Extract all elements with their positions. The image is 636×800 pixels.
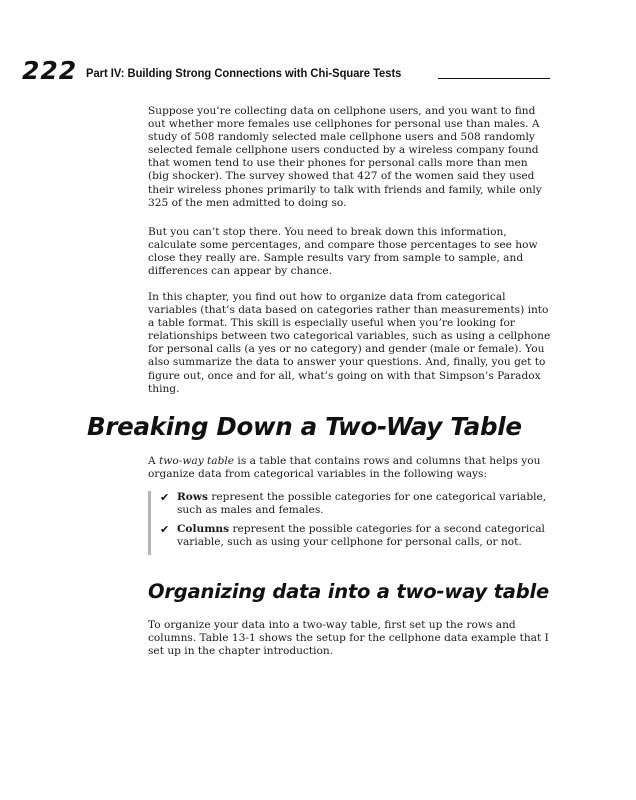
definition-term: two-way table <box>159 455 235 467</box>
bullet-text: represent the possible categories for one categorical variable, such as males and females. <box>177 491 547 517</box>
running-head-rule <box>438 78 550 79</box>
list-item <box>151 491 555 517</box>
intro-text-2 <box>148 226 552 278</box>
checkmark-icon: ✔ <box>160 491 170 504</box>
organizing-text <box>148 619 552 658</box>
subsection-heading-organizing-data: Organizing data into a two-way table <box>148 580 549 603</box>
list-item <box>151 523 555 549</box>
bullet-list <box>148 491 555 555</box>
intro-text-3 <box>148 291 552 396</box>
definition-rest: is a table that contains rows and columns that helps you organize data from categorical variables in the following ways: <box>148 455 541 481</box>
intro-paragraph-3: In this chapter, you find out how to organize data from categorical variables (that’s data based on categories rather than measurements) into a table format. This skill is especially useful when you’re looking for relationships between two categorical variables, such as using a cellphone for personal calls (a yes or no category) and gender (male or female). You also summarize the data to answer your questions. And, finally, you get to figure out, once and for all, what’s going on with that Simpson’s Paradox thing. <box>148 291 551 395</box>
intro-text <box>148 105 552 210</box>
bullet-text: represent the possible categories for a second categorical variable, such as using your cellphone for personal calls, or not. <box>177 523 545 549</box>
two-way-table-definition <box>148 455 552 481</box>
intro-paragraph-2: But you can’t stop there. You need to break down this information, calculate some percentages, and compare those percentages to see how close they really are. Sample results vary from sample to sample, and differences can appear by chance. <box>148 226 538 278</box>
definition-paragraph <box>148 455 552 481</box>
section-heading-two-way-table: Breaking Down a Two-Way Table <box>87 412 522 441</box>
running-head: Part IV: Building Strong Connections with Chi-Square Tests <box>86 66 402 80</box>
intro-paragraph-1: Suppose you’re collecting data on cellphone users, and you want to find out whether more females use cellphones for personal use than males. A study of 508 randomly selected male cellphone users and 508 randomly selected female cellphone users conducted by a wireless company found that women tend to use their phones for personal calls more than men (big shocker). The survey showed that 427 of the women said they used their wireless phones primarily to talk with friends and family, while only 325 of the men admitted to doing so. <box>148 105 542 209</box>
bullet-term: Rows <box>177 491 208 503</box>
page-number: 222 <box>22 56 78 85</box>
bullet-term: Columns <box>177 523 230 536</box>
definition-lead: A <box>148 455 160 467</box>
organizing-paragraph: To organize your data into a two-way table, first set up the rows and columns. Table 13-1 shows the setup for the cellphone data example that I set up in the chapter introduction. <box>148 619 549 658</box>
checkmark-icon: ✔ <box>160 523 170 537</box>
